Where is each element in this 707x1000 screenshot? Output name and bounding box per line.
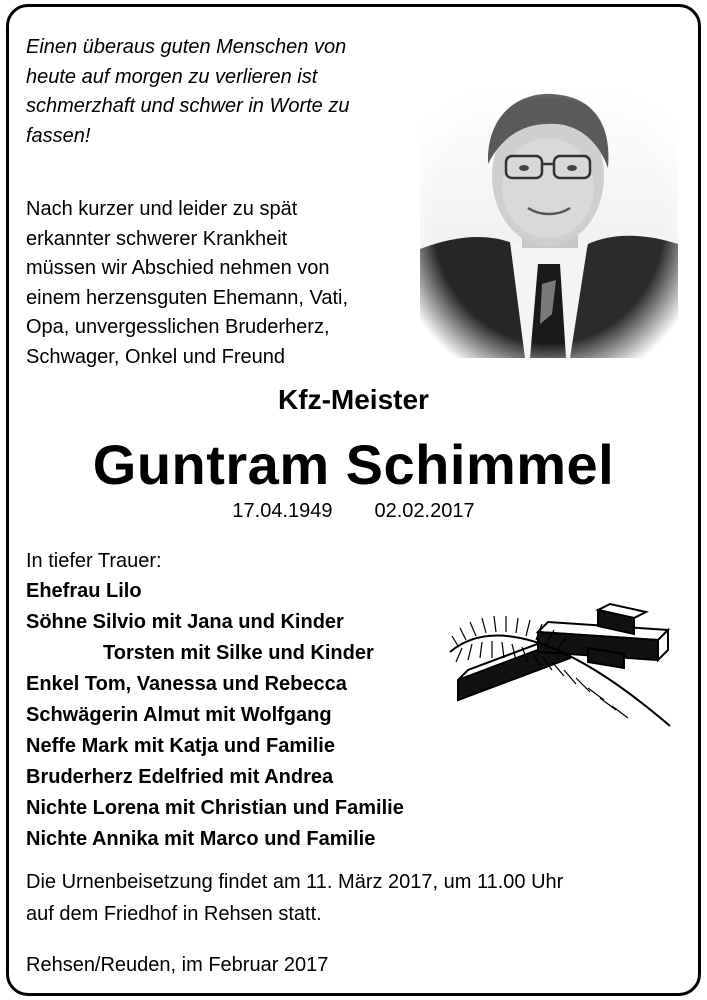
intro-line: heute auf morgen zu verlieren ist — [26, 65, 318, 88]
announcement-text — [26, 195, 348, 372]
birth-date: 17.04.1949 — [232, 500, 333, 522]
announcement-line: Nach kurzer und leider zu spät — [26, 198, 298, 220]
deceased-name: Guntram Schimmel — [92, 433, 615, 496]
mourner-line: Torsten mit Silke und Kinder — [103, 642, 374, 664]
intro-line: Einen überaus guten Menschen von — [26, 36, 347, 58]
intro-text — [26, 33, 349, 151]
announcement-line: Opa, unvergesslichen Bruderherz, — [26, 316, 330, 338]
intro-line: fassen! — [26, 124, 91, 147]
mourner-line: Bruderherz Edelfried mit Andrea — [26, 766, 334, 788]
mourner-line: Nichte Lorena mit Christian und Familie — [26, 797, 404, 819]
mourner-line: Neffe Mark mit Katja und Familie — [26, 735, 335, 757]
funeral-line: auf dem Friedhof in Rehsen statt. — [26, 903, 322, 925]
mourner-line: Ehefrau Lilo — [26, 580, 142, 602]
mourner-line: Schwägerin Almut mit Wolfgang — [26, 704, 332, 726]
place-and-date: Rehsen/Reuden, im Februar 2017 — [26, 954, 329, 976]
announcement-line: erkannter schwerer Krankheit — [26, 227, 288, 250]
announcement-line: einem herzensguten Ehemann, Vati, — [26, 286, 349, 309]
profession-title: Kfz-Meister — [278, 384, 429, 415]
mourner-line: Enkel Tom, Vanessa und Rebecca — [26, 673, 347, 695]
intro-line: schmerzhaft und schwer in Worte zu — [26, 95, 350, 117]
death-date: 02.02.2017 — [374, 500, 475, 522]
mourning-heading: In tiefer Trauer: — [26, 550, 162, 572]
portrait-photo — [420, 84, 678, 358]
life-dates — [0, 500, 707, 523]
mourners-block — [26, 546, 404, 855]
mourner-line: Nichte Annika mit Marco und Familie — [26, 828, 376, 850]
funeral-line: Die Urnenbeisetzung findet am 11. März 2017, um 11.00 Uhr — [26, 871, 564, 893]
announcement-line: Schwager, Onkel und Freund — [26, 345, 286, 368]
announcement-line: müssen wir Abschied nehmen von — [26, 257, 330, 279]
funeral-info — [26, 866, 563, 930]
cross-with-palm-icon — [448, 600, 678, 730]
mourner-line: Söhne Silvio mit Jana und Kinder — [26, 611, 344, 633]
